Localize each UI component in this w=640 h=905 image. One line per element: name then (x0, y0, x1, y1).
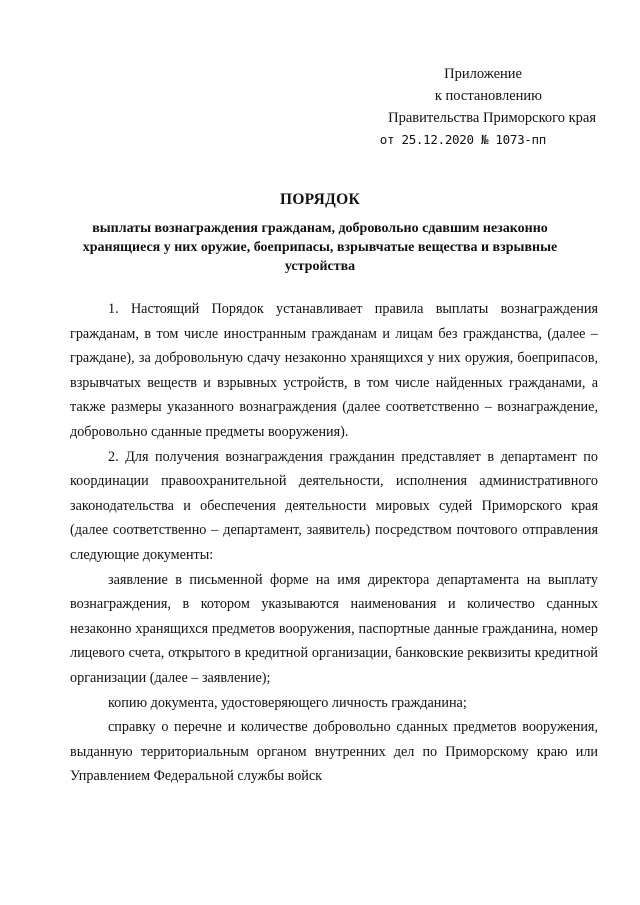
appendix-label: Приложение (444, 66, 522, 82)
paragraph-3: заявление в письменной форме на имя директора департамента на выплату вознаграждения, в котором указываются наименования и количество сданных незаконно хранящихся предметов вооружения, паспортные данные гражданина, номер лицевого счета, открытого в кредитной организации, банковские реквизиты кредитной организации (далее – заявление); (70, 571, 598, 686)
document-title: ПОРЯДОК (279, 191, 361, 208)
appendix-header (356, 63, 596, 151)
paragraph-5: справку о перечне и количестве добровольно сданных предметов вооружения, выданную территориальным органом внутренних дел по Приморскому краю или Управлением Федеральной службы войск (70, 719, 598, 785)
paragraph-1: 1. Настоящий Порядок устанавливает правила выплаты вознаграждения гражданам, в том числе иностранным гражданам и лицам без гражданства, (далее – граждане), за добровольную сдачу незаконно хранящихся у них оружия, боеприпасов, взрывчатых веществ и взрывных устройств, в том числе найденных гражданами, а также размеры указанного вознаграждения (далее соответственно – вознаграждение, добровольно сданные предметы вооружения). (70, 301, 598, 440)
appendix-reference: к постановлению (434, 88, 542, 104)
appendix-authority: Правительства Приморского края (388, 110, 596, 126)
document-subtitle: выплаты вознаграждения гражданам, добровольно сдавшим незаконно хранящиеся у них оружие, боеприпасы, взрывчатые вещества и взрывные устройства (82, 221, 558, 274)
paragraph-4: копию документа, удостоверяющего личность гражданина; (108, 694, 467, 711)
document-body (70, 297, 598, 789)
paragraph-2: 2. Для получения вознаграждения гражданин представляет в департамент по координации правоохранительной деятельности, исполнения административного законодательства и обеспечения деятельности мировых судей Приморского края (далее соответственно – департамент, заявитель) посредством почтового отправления следующие документы: (70, 448, 598, 563)
appendix-date-number: от 25.12.2020 № 1073-пп (379, 132, 546, 147)
